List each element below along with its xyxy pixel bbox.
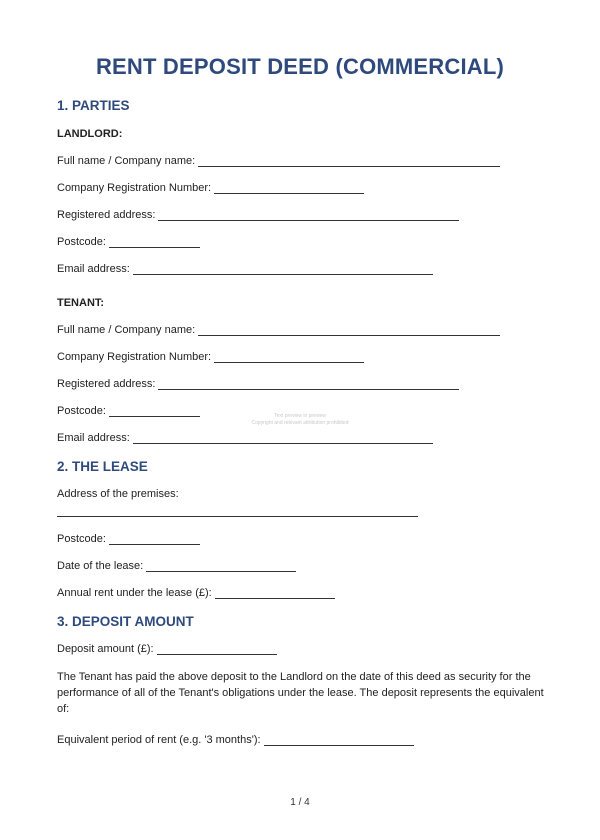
tenant-full-name-field — [57, 324, 500, 336]
preview-watermark: Text preview in preview Copyright and relevant attribution prohibited — [251, 413, 349, 426]
annual-rent-field — [57, 587, 335, 599]
annual-rent-blank[interactable] — [215, 587, 335, 599]
landlord-full-name-field — [57, 155, 500, 167]
deposit-paragraph: The Tenant has paid the above deposit to the Landlord on the date of this deed as security for the performance of all of the Tenant's obligations under the lease. The deposit represents the equivalent of: — [57, 671, 544, 715]
equivalent-period-blank[interactable] — [264, 734, 414, 746]
tenant-address-field — [57, 378, 459, 390]
landlord-address-label: Registered address: — [57, 209, 156, 221]
landlord-address-field — [57, 209, 459, 221]
tenant-address-label: Registered address: — [57, 378, 156, 390]
deposit-amount-label: Deposit amount (£): — [57, 643, 154, 655]
landlord-address-blank[interactable] — [158, 209, 459, 221]
lease-date-field — [57, 560, 296, 572]
section-heading-parties: 1. PARTIES — [57, 98, 130, 113]
tenant-email-field — [57, 432, 433, 444]
tenant-label: TENANT: — [57, 297, 105, 309]
lease-date-label: Date of the lease: — [57, 560, 144, 572]
lease-date-blank[interactable] — [146, 560, 296, 572]
tenant-email-blank[interactable] — [133, 432, 433, 444]
deposit-amount-blank[interactable] — [157, 643, 277, 655]
premises-address-label: Address of the premises: — [57, 488, 179, 500]
landlord-company-reg-field — [57, 182, 364, 194]
annual-rent-label: Annual rent under the lease (£): — [57, 587, 212, 599]
tenant-postcode-blank[interactable] — [109, 405, 200, 417]
page-indicator: 1 / 4 — [290, 797, 310, 808]
tenant-address-blank[interactable] — [158, 378, 459, 390]
lease-postcode-field — [57, 533, 200, 545]
tenant-full-name-label: Full name / Company name: — [57, 324, 196, 336]
tenant-company-reg-label: Company Registration Number: — [57, 351, 212, 363]
tenant-company-reg-field — [57, 351, 364, 363]
landlord-email-blank[interactable] — [133, 263, 433, 275]
equivalent-period-field — [57, 734, 414, 746]
tenant-company-reg-blank[interactable] — [214, 351, 364, 363]
landlord-label: LANDLORD: — [57, 128, 123, 140]
section-heading-lease: 2. THE LEASE — [57, 459, 148, 474]
landlord-full-name-blank[interactable] — [198, 155, 500, 167]
landlord-full-name-label: Full name / Company name: — [57, 155, 196, 167]
landlord-postcode-label: Postcode: — [57, 236, 106, 248]
landlord-postcode-blank[interactable] — [109, 236, 200, 248]
tenant-full-name-blank[interactable] — [198, 324, 500, 336]
landlord-company-reg-label: Company Registration Number: — [57, 182, 212, 194]
lease-postcode-blank[interactable] — [109, 533, 200, 545]
tenant-postcode-label: Postcode: — [57, 405, 106, 417]
document-title: RENT DEPOSIT DEED (COMMERCIAL) — [95, 54, 505, 79]
deposit-amount-field — [57, 643, 277, 655]
equivalent-period-label: Equivalent period of rent (e.g. '3 months'): — [57, 734, 261, 746]
landlord-email-field — [57, 263, 433, 275]
section-heading-deposit: 3. DEPOSIT AMOUNT — [57, 614, 194, 629]
premises-address-field — [57, 488, 179, 500]
lease-postcode-label: Postcode: — [57, 533, 106, 545]
tenant-postcode-field — [57, 405, 200, 417]
premises-address-blank[interactable] — [57, 516, 418, 517]
landlord-postcode-field — [57, 236, 200, 248]
landlord-email-label: Email address: — [57, 263, 130, 275]
landlord-company-reg-blank[interactable] — [214, 182, 364, 194]
tenant-email-label: Email address: — [57, 432, 130, 444]
